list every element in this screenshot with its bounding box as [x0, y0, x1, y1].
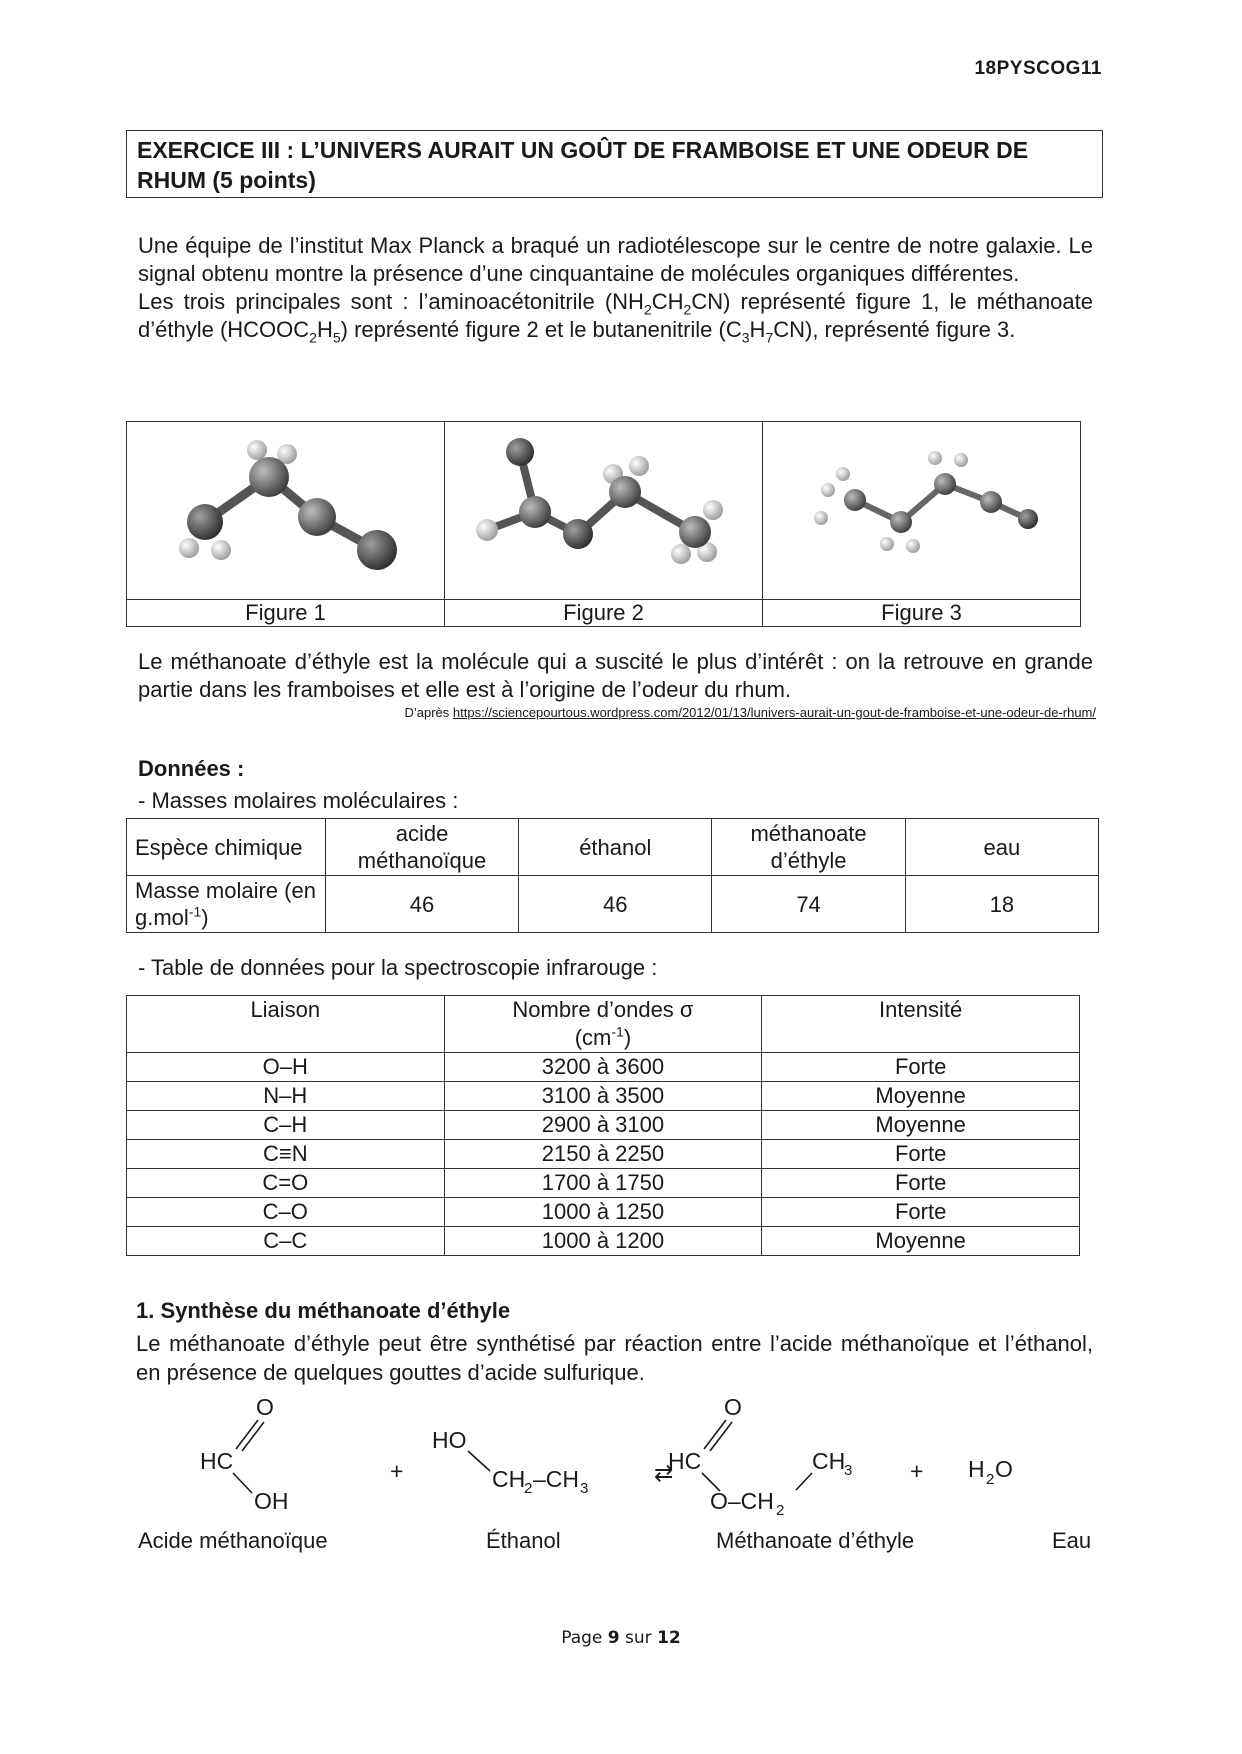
svg-text:2: 2: [776, 1502, 785, 1519]
svg-text:CH: CH: [492, 1466, 526, 1492]
aminoacetonitrile-molecule-image: [127, 422, 444, 599]
intro-paragraph-1: Une équipe de l’institut Max Planck a braqué un radiotélescope sur le centre de notre galaxie. Le signal obtenu montre la présence d’une cinquantaine de molécules organiques différentes.: [138, 233, 1093, 286]
figure-1-model: [127, 422, 445, 600]
svg-text:OH: OH: [254, 1488, 289, 1514]
figure-1-caption: Figure 1: [127, 600, 445, 627]
svg-text:HO: HO: [432, 1427, 467, 1453]
table-row: C–O 1000 à 1250 Forte: [127, 1198, 1080, 1227]
table-row: Espèce chimique acide méthanoïque éthanol méthanoate d’éthyle eau: [127, 819, 1099, 876]
svg-text:CH: CH: [812, 1448, 846, 1474]
svg-text:2: 2: [986, 1471, 995, 1488]
svg-text:O: O: [724, 1394, 742, 1420]
figures-table: [126, 421, 1081, 627]
source-link[interactable]: https://sciencepourtous.wordpress.com/2012/01/13/lunivers-aurait-un-gout-de-framboise-et-une-odeur-de-rhum/: [452, 705, 1096, 720]
table-row: O–H 3200 à 3600 Forte: [127, 1053, 1080, 1082]
svg-text:HC: HC: [668, 1448, 702, 1474]
svg-text:O: O: [995, 1456, 1013, 1482]
svg-text:2: 2: [524, 1480, 533, 1497]
svg-text:H: H: [968, 1456, 985, 1482]
intro-paragraph-2: Les trois principales sont : l’aminoacétonitrile $(NH_2CH_2CN)$ représenté figure 1, le méthanoate d’éthyle $(HCOOC_2H_5)$ représenté figure 2 et le butanenitrile $(C_3H_7CN)$, représenté figure 3.: [138, 289, 1093, 346]
svg-text:3: 3: [844, 1462, 853, 1479]
methanoic-acid-structure: [200, 1394, 289, 1514]
document-code: 18PYSCOG11: [974, 58, 1102, 79]
table-row: N–H 3100 à 3500 Moyenne: [127, 1082, 1080, 1111]
label-methanoic-acid: Acide méthanoïque: [138, 1528, 328, 1553]
ir-table-caption: - Table de données pour la spectroscopie infrarouge :: [138, 955, 658, 980]
svg-text:–CH: –CH: [533, 1466, 580, 1492]
label-water: Eau: [1052, 1528, 1092, 1553]
table-row: Masse molaire (en g.mol$^{-1}$) 46 46 74 18: [127, 876, 1099, 933]
svg-text:O–CH: O–CH: [710, 1488, 774, 1514]
table-row: C–H 2900 à 3100 Moyenne: [127, 1111, 1080, 1140]
ethyl-methanoate-structure: [668, 1394, 852, 1519]
figure-3-model: [763, 422, 1081, 600]
svg-text:O: O: [256, 1394, 274, 1420]
section-1-text: Le méthanoate d’éthyle peut être synthétisé par réaction entre l’acide méthanoïque et l’éthanol, en présence de quelques gouttes d’acide sulfurique.: [136, 1331, 1093, 1385]
svg-text:⇄: ⇄: [654, 1460, 674, 1486]
molar-mass-caption: - Masses molaires moléculaires :: [138, 788, 459, 813]
section-1-title: 1. Synthèse du méthanoate d’éthyle: [136, 1298, 511, 1323]
data-heading: Données :: [138, 756, 245, 781]
figure-2-caption: Figure 2: [445, 600, 763, 627]
table-header-row: Liaison Nombre d’ondes σ $(cm^{-1})$ Intensité: [127, 996, 1080, 1053]
butanenitrile-molecule-image: [763, 422, 1080, 599]
svg-text:HC: HC: [200, 1448, 234, 1474]
page-number: Page 9 sur 12: [561, 1628, 681, 1648]
table-row: C≡N 2150 à 2250 Forte: [127, 1140, 1080, 1169]
water-structure: [968, 1456, 1013, 1488]
svg-text:+: +: [390, 1458, 404, 1484]
infrared-table: [126, 995, 1080, 1256]
ethyl-methanoate-molecule-image: [445, 422, 762, 599]
table-row: C–C 1000 à 1200 Moyenne: [127, 1227, 1080, 1256]
exercise-title: EXERCICE III : L’UNIVERS AURAIT UN GOÛT DE FRAMBOISE ET UNE ODEUR DE RHUM (5 points): [126, 130, 1103, 198]
esterification-reaction-diagram: [130, 1385, 1120, 1525]
intro-text: [138, 232, 1093, 344]
source-citation: D’après https://sciencepourtous.wordpress.com/2012/01/13/lunivers-aurait-un-gout-de-framboise-et-une-odeur-de-rhum/: [404, 705, 1096, 720]
ethanol-structure: [432, 1427, 588, 1497]
table-row: C=O 1700 à 1750 Forte: [127, 1169, 1080, 1198]
figure-2-model: [445, 422, 763, 600]
figure-3-caption: Figure 3: [763, 600, 1081, 627]
svg-text:3: 3: [580, 1480, 589, 1497]
interest-paragraph: Le méthanoate d’éthyle est la molécule qui a suscité le plus d’intérêt : on la retrouve en grande partie dans les framboises et elle est à l’origine de l’odeur du rhum.: [138, 649, 1093, 702]
molar-mass-table: [126, 818, 1099, 933]
svg-text:+: +: [910, 1458, 924, 1484]
label-ethanol: Éthanol: [486, 1528, 561, 1553]
label-ethyl-methanoate: Méthanoate d’éthyle: [716, 1528, 915, 1553]
